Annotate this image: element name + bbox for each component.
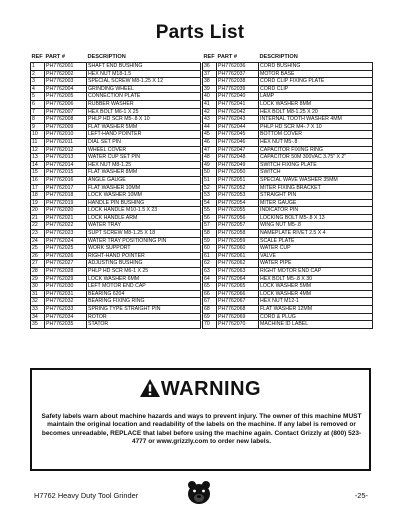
- ref-cell: 57: [203, 222, 217, 230]
- table-row: [203, 245, 373, 253]
- description-cell: PHLP HD SCR M6-1 X 25: [87, 268, 201, 276]
- warning-triangle-icon: [140, 379, 160, 397]
- description-cell: INDICATOR PIN: [259, 207, 373, 215]
- table-row: [203, 222, 373, 230]
- ref-header: REF: [203, 54, 215, 61]
- part-number-cell: PH7762046: [217, 138, 259, 146]
- table-row: [203, 214, 373, 222]
- table-row: [203, 199, 373, 207]
- part-number-cell: PH7762012: [45, 146, 87, 154]
- ref-cell: 8: [31, 116, 45, 124]
- description-cell: LOCK WASHER 8MM: [259, 100, 373, 108]
- ref-cell: 70: [203, 321, 217, 329]
- description-cell: CORD CLIP FIXING PLATE: [259, 78, 373, 86]
- ref-cell: 26: [31, 252, 45, 260]
- part-number-cell: PH7762024: [45, 237, 87, 245]
- ref-cell: 15: [31, 169, 45, 177]
- part-number-cell: PH7762026: [45, 252, 87, 260]
- description-cell: FLAT WASHER 12MM: [259, 306, 373, 314]
- part-number-cell: PH7762049: [217, 161, 259, 169]
- ref-cell: 11: [31, 138, 45, 146]
- part-number-cell: PH7762027: [45, 260, 87, 268]
- table-row: [203, 93, 373, 101]
- description-cell: CORD & PLUG: [259, 313, 373, 321]
- description-cell: HEX BOLT M8-1.25 X 20: [259, 108, 373, 116]
- ref-cell: 34: [31, 313, 45, 321]
- part-number-cell: PH7762023: [45, 230, 87, 238]
- table-row: [203, 161, 373, 169]
- ref-cell: 50: [203, 169, 217, 177]
- ref-cell: 54: [203, 199, 217, 207]
- description-header: DESCRIPTION: [87, 54, 126, 61]
- part-number-cell: PH7762033: [45, 306, 87, 314]
- ref-cell: 64: [203, 275, 217, 283]
- description-cell: NAMEPLATE RIVET 2.5 X 4: [259, 230, 373, 238]
- table-row: [31, 222, 201, 230]
- table-row: [31, 283, 201, 291]
- part-number-cell: PH7762040: [217, 93, 259, 101]
- table-row: [31, 93, 201, 101]
- description-cell: SUPT SCREW M8-1.25 X 18: [87, 230, 201, 238]
- description-cell: LOCK HANDLE M10-1.5 X 23: [87, 207, 201, 215]
- part-header: PART #: [45, 54, 65, 61]
- table-row: [31, 199, 201, 207]
- part-number-cell: PH7762055: [217, 207, 259, 215]
- ref-cell: 48: [203, 154, 217, 162]
- part-number-cell: PH7762050: [217, 169, 259, 177]
- part-number-cell: PH7762003: [45, 78, 87, 86]
- table-row: [203, 123, 373, 131]
- table-row: [203, 207, 373, 215]
- description-cell: WING NUT M5-.8: [259, 222, 373, 230]
- description-cell: LOCKING BOLT M5-.8 X 13: [259, 214, 373, 222]
- table-row: [203, 154, 373, 162]
- part-number-cell: PH7762022: [45, 222, 87, 230]
- part-number-cell: PH7762005: [45, 93, 87, 101]
- ref-cell: 1: [31, 63, 45, 71]
- ref-cell: 13: [31, 154, 45, 162]
- table-row: [31, 290, 201, 298]
- part-number-cell: PH7762017: [45, 184, 87, 192]
- part-number-cell: PH7762018: [45, 192, 87, 200]
- ref-cell: 17: [31, 184, 45, 192]
- part-number-cell: PH7762054: [217, 199, 259, 207]
- ref-cell: 53: [203, 192, 217, 200]
- table-row: [203, 108, 373, 116]
- table-row: [31, 108, 201, 116]
- table-row: [203, 290, 373, 298]
- ref-cell: 39: [203, 85, 217, 93]
- table-row: [31, 313, 201, 321]
- table-row: [203, 313, 373, 321]
- description-cell: HEX NUT M12-1: [259, 298, 373, 306]
- part-number-cell: PH7762038: [217, 78, 259, 86]
- table-row: [31, 237, 201, 245]
- description-cell: CAPACITOR 50M 300VAC 3.75" X 2": [259, 154, 373, 162]
- description-cell: FLAT WASHER 5MM: [87, 123, 201, 131]
- warning-text: Safety labels warn about machine hazards and ways to prevent injury. The owner of this machine MUST maintain the original location and readability of the labels on the machine. If any label is removed or becomes unreadable, REPLACE that label before using the machine again. Contact Grizzly at (800) 523-4777 or www.grizzly.com to order new labels.: [41, 413, 362, 446]
- part-number-cell: PH7762060: [217, 245, 259, 253]
- description-cell: SPECIAL SCREW M8-1.25 X 12: [87, 78, 201, 86]
- part-number-cell: PH7762056: [217, 214, 259, 222]
- part-number-cell: PH7762066: [217, 290, 259, 298]
- ref-cell: 62: [203, 260, 217, 268]
- part-number-cell: PH7762041: [217, 100, 259, 108]
- table-row: [203, 100, 373, 108]
- table-row: [203, 146, 373, 154]
- table-row: [203, 252, 373, 260]
- part-number-cell: PH7762028: [45, 268, 87, 276]
- ref-cell: 68: [203, 306, 217, 314]
- description-cell: HEX NUT M8-1.25: [87, 161, 201, 169]
- table-row: [203, 78, 373, 86]
- part-number-cell: PH7762067: [217, 298, 259, 306]
- ref-cell: 33: [31, 306, 45, 314]
- part-number-cell: PH7762010: [45, 131, 87, 139]
- ref-cell: 20: [31, 207, 45, 215]
- part-number-cell: PH7762069: [217, 313, 259, 321]
- page-number: -25-: [354, 491, 368, 500]
- description-cell: SCALE PLATE: [259, 237, 373, 245]
- part-number-cell: PH7762063: [217, 268, 259, 276]
- description-cell: STATOR: [87, 321, 201, 329]
- table-row: [31, 260, 201, 268]
- table-row: [203, 268, 373, 276]
- ref-cell: 66: [203, 290, 217, 298]
- description-cell: SWITCH FIXING PLATE: [259, 161, 373, 169]
- table-row: [203, 184, 373, 192]
- ref-cell: 38: [203, 78, 217, 86]
- ref-cell: 63: [203, 268, 217, 276]
- ref-cell: 59: [203, 237, 217, 245]
- table-row: [31, 63, 201, 71]
- table-row: [203, 192, 373, 200]
- description-cell: SPRING TYPE STRAIGHT PIN: [87, 306, 201, 314]
- table-row: [203, 321, 373, 329]
- part-header: PART #: [217, 54, 237, 61]
- description-cell: LOCK WASHER 6MM: [87, 275, 201, 283]
- part-number-cell: PH7762061: [217, 252, 259, 260]
- part-number-cell: PH7762052: [217, 184, 259, 192]
- description-cell: LOCK WASHER 4MM: [259, 290, 373, 298]
- description-cell: ANGLE GAUGE: [87, 176, 201, 184]
- description-cell: RIGHT MOTOR END CAP: [259, 268, 373, 276]
- part-number-cell: PH7762034: [45, 313, 87, 321]
- table-row: [203, 116, 373, 124]
- description-cell: WATER PIPE: [259, 260, 373, 268]
- table-row: [31, 275, 201, 283]
- description-cell: BEARING FIXING RING: [87, 298, 201, 306]
- part-number-cell: PH7762025: [45, 245, 87, 253]
- description-cell: HANDLE PIN BUSHING: [87, 199, 201, 207]
- ref-cell: 19: [31, 199, 45, 207]
- ref-cell: 23: [31, 230, 45, 238]
- description-cell: HEX NUT M5-.8: [259, 138, 373, 146]
- description-cell: MOTOR BASE: [259, 70, 373, 78]
- description-cell: HEX BOLT M5-.8 X 30: [259, 275, 373, 283]
- part-number-cell: PH7762053: [217, 192, 259, 200]
- table-row: [31, 161, 201, 169]
- ref-cell: 49: [203, 161, 217, 169]
- part-number-cell: PH7762045: [217, 131, 259, 139]
- table-row: [31, 85, 201, 93]
- description-cell: WATER TRAY POSITIONING PIN: [87, 237, 201, 245]
- description-cell: WATER CUP: [259, 245, 373, 253]
- description-cell: WHEEL COVER: [87, 146, 201, 154]
- table-row: [31, 321, 201, 329]
- table-row: [31, 116, 201, 124]
- description-cell: HEX NUT M18-1.5: [87, 70, 201, 78]
- ref-header: REF: [31, 54, 43, 61]
- ref-cell: 18: [31, 192, 45, 200]
- part-number-cell: PH7762036: [217, 63, 259, 71]
- ref-cell: 67: [203, 298, 217, 306]
- warning-heading-text: WARNING: [160, 378, 262, 400]
- description-cell: LEFT-HAND POINTER: [87, 131, 201, 139]
- ref-cell: 69: [203, 313, 217, 321]
- description-cell: MACHINE ID LABEL: [259, 321, 373, 329]
- part-number-cell: PH7762062: [217, 260, 259, 268]
- table-row: [203, 298, 373, 306]
- table-row: [31, 154, 201, 162]
- ref-cell: 58: [203, 230, 217, 238]
- table-row: [31, 192, 201, 200]
- warning-heading: [32, 378, 369, 401]
- table-row: [31, 245, 201, 253]
- ref-cell: 36: [203, 63, 217, 71]
- ref-cell: 6: [31, 100, 45, 108]
- table-row: [203, 306, 373, 314]
- ref-cell: 7: [31, 108, 45, 116]
- part-number-cell: PH7762021: [45, 214, 87, 222]
- ref-cell: 27: [31, 260, 45, 268]
- description-cell: CORD BUSHING: [259, 63, 373, 71]
- description-cell: LOCK WASHER 5MM: [259, 283, 373, 291]
- table-row: [203, 260, 373, 268]
- ref-cell: 3: [31, 78, 45, 86]
- ref-cell: 29: [31, 275, 45, 283]
- description-cell: WATER TRAY: [87, 222, 201, 230]
- table-row: [203, 176, 373, 184]
- description-cell: LAMP: [259, 93, 373, 101]
- parts-table-right: [202, 53, 373, 329]
- ref-cell: 60: [203, 245, 217, 253]
- ref-cell: 56: [203, 214, 217, 222]
- description-cell: RIGHT-HAND POINTER: [87, 252, 201, 260]
- ref-cell: 43: [203, 116, 217, 124]
- part-number-cell: PH7762008: [45, 116, 87, 124]
- table-row: [31, 214, 201, 222]
- ref-cell: 32: [31, 298, 45, 306]
- part-number-cell: PH7762031: [45, 290, 87, 298]
- parts-table-left: [30, 53, 201, 329]
- table-row: [203, 85, 373, 93]
- ref-cell: 65: [203, 283, 217, 291]
- ref-cell: 9: [31, 123, 45, 131]
- part-number-cell: PH7762065: [217, 283, 259, 291]
- ref-cell: 12: [31, 146, 45, 154]
- ref-cell: 41: [203, 100, 217, 108]
- description-cell: ROTOR: [87, 313, 201, 321]
- part-number-cell: PH7762057: [217, 222, 259, 230]
- table-row: [31, 146, 201, 154]
- ref-cell: 61: [203, 252, 217, 260]
- part-number-cell: PH7762004: [45, 85, 87, 93]
- page-title: Parts List: [155, 22, 245, 43]
- table-row: [31, 100, 201, 108]
- description-cell: MITER GAUGE: [259, 199, 373, 207]
- description-cell: BEARING 6204: [87, 290, 201, 298]
- ref-cell: 2: [31, 70, 45, 78]
- ref-cell: 22: [31, 222, 45, 230]
- ref-cell: 31: [31, 290, 45, 298]
- description-cell: ADJUSTING BUSHING: [87, 260, 201, 268]
- part-number-cell: PH7762029: [45, 275, 87, 283]
- part-number-cell: PH7762007: [45, 108, 87, 116]
- part-number-cell: PH7762039: [217, 85, 259, 93]
- part-number-cell: PH7762068: [217, 306, 259, 314]
- part-number-cell: PH7762047: [217, 146, 259, 154]
- table-row: [31, 70, 201, 78]
- part-number-cell: PH7762035: [45, 321, 87, 329]
- table-row: [31, 123, 201, 131]
- description-cell: VALVE: [259, 252, 373, 260]
- part-number-cell: PH7762011: [45, 138, 87, 146]
- description-cell: FLAT WASHER 10MM: [87, 184, 201, 192]
- ref-cell: 14: [31, 161, 45, 169]
- ref-cell: 21: [31, 214, 45, 222]
- table-row: [31, 252, 201, 260]
- part-number-cell: PH7762048: [217, 154, 259, 162]
- part-number-cell: PH7762016: [45, 176, 87, 184]
- part-number-cell: PH7762013: [45, 154, 87, 162]
- part-number-cell: PH7762001: [45, 63, 87, 71]
- description-cell: DIAL SET PIN: [87, 138, 201, 146]
- ref-cell: 37: [203, 70, 217, 78]
- table-row: [31, 131, 201, 139]
- ref-cell: 42: [203, 108, 217, 116]
- description-cell: INTERNAL TOOTH WASHER 4MM: [259, 116, 373, 124]
- table-row: [31, 306, 201, 314]
- description-cell: WORK SUPPORT: [87, 245, 201, 253]
- part-number-cell: PH7762042: [217, 108, 259, 116]
- table-row: [203, 237, 373, 245]
- description-cell: MITER FIXING BRACKET: [259, 184, 373, 192]
- description-cell: GRINDING WHEEL: [87, 85, 201, 93]
- description-cell: LEFT MOTOR END CAP: [87, 283, 201, 291]
- ref-cell: 16: [31, 176, 45, 184]
- ref-cell: 24: [31, 237, 45, 245]
- table-row: [203, 230, 373, 238]
- table-row: [203, 131, 373, 139]
- part-number-cell: PH7762030: [45, 283, 87, 291]
- ref-cell: 55: [203, 207, 217, 215]
- ref-cell: 28: [31, 268, 45, 276]
- part-number-cell: PH7762006: [45, 100, 87, 108]
- ref-cell: 45: [203, 131, 217, 139]
- table-row: [31, 268, 201, 276]
- description-cell: HEX BOLT M6-1 X 25: [87, 108, 201, 116]
- table-row: [31, 176, 201, 184]
- part-number-cell: PH7762037: [217, 70, 259, 78]
- table-header-row: [31, 53, 201, 63]
- part-number-cell: PH7762014: [45, 161, 87, 169]
- ref-cell: 47: [203, 146, 217, 154]
- ref-cell: 40: [203, 93, 217, 101]
- part-number-cell: PH7762058: [217, 230, 259, 238]
- ref-cell: 25: [31, 245, 45, 253]
- description-cell: WATER CUP SET PIN: [87, 154, 201, 162]
- description-cell: FLAT WASHER 8MM: [87, 169, 201, 177]
- table-row: [31, 184, 201, 192]
- ref-cell: 46: [203, 138, 217, 146]
- part-number-cell: PH7762009: [45, 123, 87, 131]
- warning-box: [30, 368, 371, 471]
- part-number-cell: PH7762019: [45, 199, 87, 207]
- table-row: [31, 298, 201, 306]
- table-row: [203, 70, 373, 78]
- table-row: [203, 63, 373, 71]
- part-number-cell: PH7762044: [217, 123, 259, 131]
- ref-cell: 5: [31, 93, 45, 101]
- description-cell: SPECIAL WAVE WASHER 35MM: [259, 176, 373, 184]
- description-cell: STRAIGHT PIN: [259, 192, 373, 200]
- part-number-cell: PH7762032: [45, 298, 87, 306]
- description-cell: PHLP HD SCR M4-.7 X 10: [259, 123, 373, 131]
- table-row: [31, 207, 201, 215]
- description-cell: CAPACITOR FIXING RING: [259, 146, 373, 154]
- part-number-cell: PH7762043: [217, 116, 259, 124]
- part-number-cell: PH7762059: [217, 237, 259, 245]
- table-row: [203, 169, 373, 177]
- table-row: [203, 275, 373, 283]
- part-number-cell: PH7762002: [45, 70, 87, 78]
- ref-cell: 52: [203, 184, 217, 192]
- ref-cell: 30: [31, 283, 45, 291]
- part-number-cell: PH7762064: [217, 275, 259, 283]
- part-number-cell: PH7762070: [217, 321, 259, 329]
- description-cell: LOCK HANDLE ARM: [87, 214, 201, 222]
- description-cell: CORD CLIP: [259, 85, 373, 93]
- table-row: [203, 283, 373, 291]
- description-cell: CONNECTION PLATE: [87, 93, 201, 101]
- ref-cell: 4: [31, 85, 45, 93]
- description-cell: SHAFT END BUSHING: [87, 63, 201, 71]
- part-number-cell: PH7762015: [45, 169, 87, 177]
- table-row: [31, 138, 201, 146]
- description-header: DESCRIPTION: [259, 54, 298, 61]
- table-row: [31, 230, 201, 238]
- description-cell: RUBBER WASHER: [87, 100, 201, 108]
- ref-cell: 44: [203, 123, 217, 131]
- table-row: [31, 169, 201, 177]
- part-number-cell: PH7762051: [217, 176, 259, 184]
- table-row: [31, 78, 201, 86]
- description-cell: SWITCH: [259, 169, 373, 177]
- ref-cell: 51: [203, 176, 217, 184]
- grizzly-bear-logo-icon: [184, 477, 214, 507]
- part-number-cell: PH7762020: [45, 207, 87, 215]
- description-cell: PHLP HD SCR M5-.8 X 10: [87, 116, 201, 124]
- footer-model: H7762 Heavy Duty Tool Grinder: [34, 491, 139, 500]
- table-row: [203, 138, 373, 146]
- table-header-row: [203, 53, 373, 63]
- ref-cell: 10: [31, 131, 45, 139]
- description-cell: BOTTOM COVER: [259, 131, 373, 139]
- description-cell: LOCK WASHER 10MM: [87, 192, 201, 200]
- ref-cell: 35: [31, 321, 45, 329]
